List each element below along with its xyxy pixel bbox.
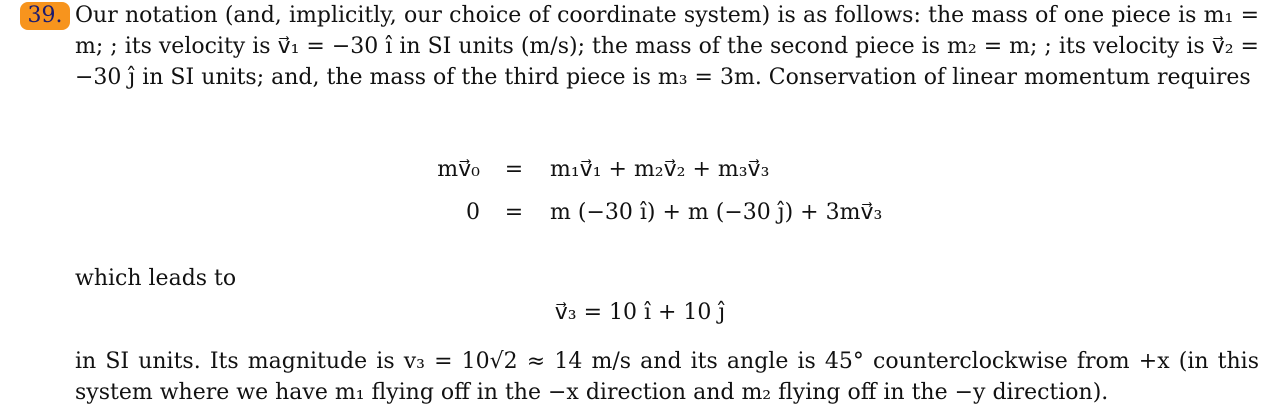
equation-1-equals: =	[504, 157, 524, 182]
equation-2-rhs: m (−30 î) + m (−30 ĵ) + 3mv⃗₃	[550, 200, 883, 225]
result-equation: v⃗₃ = 10 î + 10 ĵ	[554, 300, 726, 325]
conclusion-paragraph: in SI units. Its magnitude is v₃ = 10√2 ≈ 14 m/s and its angle is 45° counterclockwise from +x (in this system where we have m₁ flying off in the −x direction and m₂ flying off in the −y direction).	[75, 349, 1259, 405]
equation-2-lhs: 0	[466, 200, 480, 225]
equation-2-equals: =	[504, 200, 524, 225]
problem-number-badge: 39.	[20, 2, 70, 30]
equation-1-rhs: m₁v⃗₁ + m₂v⃗₂ + m₃v⃗₃	[550, 157, 770, 182]
leads-to-text: which leads to	[75, 266, 237, 291]
equation-1-lhs: mv⃗₀	[437, 157, 480, 182]
intro-paragraph: Our notation (and, implicitly, our choice of coordinate system) is as follows: the mass of one piece is m₁ = m; ; its velocity is v⃗₁ = −30 î in SI units (m/s); the mass of the second piece is m₂ = m; ; its velocity is v⃗₂ = −30 ĵ in SI units; and, the mass of the third piece is m₃ = 3m. Conservation of linear momentum requires	[75, 3, 1259, 90]
